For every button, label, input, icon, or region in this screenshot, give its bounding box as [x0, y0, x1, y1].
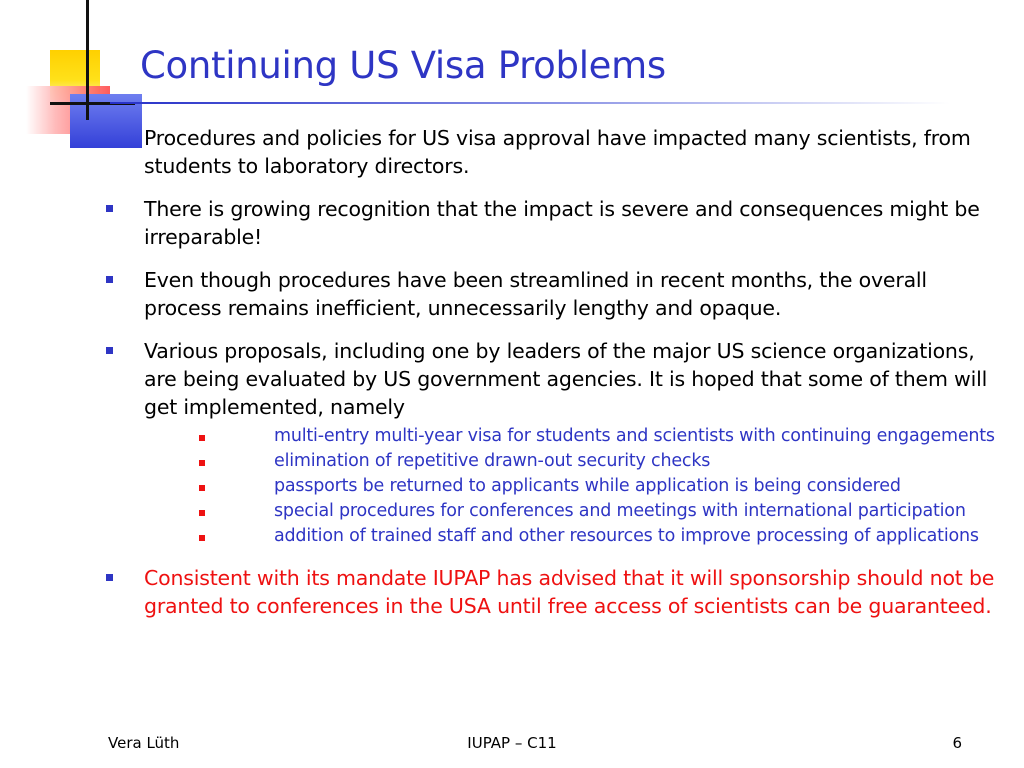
bullet-marker: [106, 347, 113, 354]
sub-bullet-text: multi-entry multi-year visa for students and scientists with continuing engagements: [274, 426, 995, 446]
footer-page-number: 6: [952, 734, 962, 752]
sub-bullet-item: [144, 424, 1004, 449]
sub-bullet-marker: [199, 460, 205, 466]
sub-bullet-item: [144, 524, 1004, 549]
sub-bullet-marker: [199, 485, 205, 491]
footer-author: Vera Lüth: [108, 734, 180, 752]
sub-bullet-text: elimination of repetitive drawn-out security checks: [274, 451, 711, 471]
sub-bullet-item: [144, 449, 1004, 474]
sub-bullet-marker: [199, 435, 205, 441]
sub-bullet-marker: [199, 510, 205, 516]
title-underline-rule: [110, 102, 950, 104]
sub-bullet-text: passports be returned to applicants while application is being considered: [274, 476, 901, 496]
sub-bullet-item: [144, 474, 1004, 499]
bullet-text: Even though procedures have been streamlined in recent months, the overall process remains inefficient, unnecessarily lengthy and opaque.: [144, 268, 927, 320]
bullet-marker: [106, 276, 113, 283]
bullet-item-emphasis: [104, 564, 1004, 620]
bullet-marker: [106, 205, 113, 212]
sub-bullet-marker: [199, 535, 205, 541]
bullet-item: [104, 337, 1004, 549]
sub-bullet-text: addition of trained staff and other resources to improve processing of applications: [274, 526, 979, 546]
bullet-text: There is growing recognition that the impact is severe and consequences might be irreparable!: [144, 197, 980, 249]
bullet-item: [104, 124, 1004, 180]
bullet-item: [104, 195, 1004, 251]
sub-bullet-list: [144, 424, 1004, 549]
sub-bullet-item: [144, 499, 1004, 524]
bullet-text: Consistent with its mandate IUPAP has advised that it will sponsorship should not be granted to conferences in the USA until free access of scientists can be guaranteed.: [144, 566, 995, 618]
footer-event: IUPAP – C11: [467, 734, 557, 752]
bullet-text: Various proposals, including one by leaders of the major US science organizations, are being evaluated by US government agencies. It is hoped that some of them will get implemented, namely: [144, 339, 988, 419]
bullet-marker: [106, 574, 113, 581]
sub-bullet-text: special procedures for conferences and meetings with international participation: [274, 501, 966, 521]
bullet-item: [104, 266, 1004, 322]
bullet-text: Procedures and policies for US visa approval have impacted many scientists, from students to laboratory directors.: [144, 126, 971, 178]
slide-body: [104, 124, 1004, 635]
slide-title: Continuing US Visa Problems: [140, 44, 666, 87]
